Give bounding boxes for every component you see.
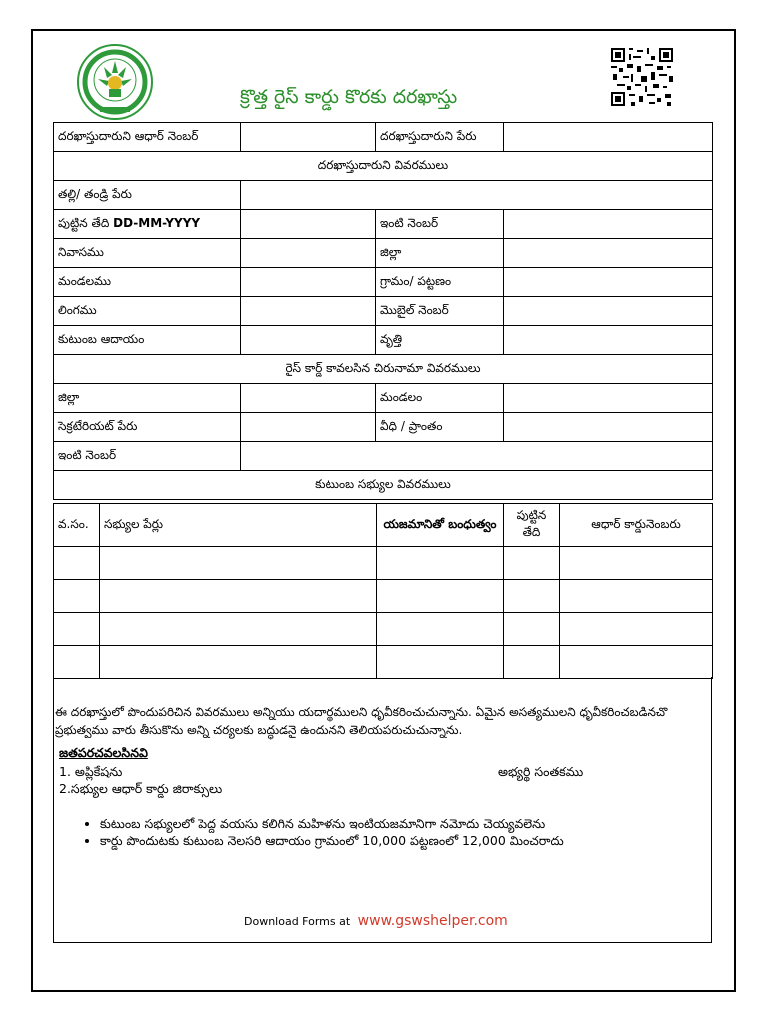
row-cell[interactable]: [100, 547, 377, 580]
enclosures-title: జతపరచవలసినవి: [59, 745, 148, 760]
row-cell[interactable]: [504, 547, 560, 580]
row-cell[interactable]: [54, 613, 100, 646]
col-member-name: సభ్యుల పేర్లు: [100, 504, 377, 547]
mandal-field[interactable]: [241, 268, 376, 297]
gender-field[interactable]: [241, 297, 376, 326]
residence-field[interactable]: [241, 239, 376, 268]
house-no-label: ఇంటి నెంబర్: [376, 210, 504, 239]
addr-district-field[interactable]: [241, 384, 376, 413]
table-row: [54, 580, 713, 613]
applicant-aadhaar-field[interactable]: [241, 123, 376, 152]
dob-format: DD-MM-YYYY: [113, 215, 201, 230]
table-row: [54, 646, 713, 679]
row-cell[interactable]: [100, 613, 377, 646]
row-cell[interactable]: [560, 580, 713, 613]
parent-name-field[interactable]: [241, 181, 713, 210]
table-row: [54, 613, 713, 646]
residence-label: నివాసము: [54, 239, 241, 268]
row-cell[interactable]: [377, 646, 504, 679]
row-cell[interactable]: [377, 613, 504, 646]
notes-list: [82, 815, 564, 849]
addr-house-field[interactable]: [241, 442, 713, 471]
gender-label: లింగము: [54, 297, 241, 326]
row-cell[interactable]: [54, 547, 100, 580]
village-label: గ్రామం/ పట్టణం: [376, 268, 504, 297]
addr-house-label: ఇంటి నెంబర్: [54, 442, 241, 471]
addr-mandal-field[interactable]: [504, 384, 713, 413]
row-cell[interactable]: [504, 613, 560, 646]
qr-code-icon: [611, 48, 673, 106]
row-cell[interactable]: [504, 646, 560, 679]
dob-label: పుట్టిన తేది DD-MM-YYYY: [54, 210, 241, 239]
district-field[interactable]: [504, 239, 713, 268]
table-row: [54, 547, 713, 580]
download-line: [244, 913, 508, 929]
row-cell[interactable]: [377, 547, 504, 580]
row-cell[interactable]: [504, 580, 560, 613]
addr-mandal-label: మండలం: [376, 384, 504, 413]
enclosure-item-2: 2.సభ్యుల ఆధార్ కార్డు జిరాక్సులు: [59, 781, 223, 796]
street-field[interactable]: [504, 413, 713, 442]
row-cell[interactable]: [560, 646, 713, 679]
row-cell[interactable]: [377, 580, 504, 613]
row-cell[interactable]: [560, 547, 713, 580]
note-item: • కుటుంబ సభ్యులలో పెద్ద వయసు కలిగిన మహిళను ఇంటియజమానిగా నమోదు చెయ్యవలెను: [100, 815, 564, 832]
enclosure-item-1: 1. అప్లికేషను: [59, 764, 123, 779]
form-title: క్రొత్త రైస్ కార్డు కొరకు దరఖాస్తు: [240, 86, 458, 108]
dob-field[interactable]: [241, 210, 376, 239]
declaration-text: ఈ దరఖాస్తులో పొందుపరిచిన వివరములు అన్నియు యదార్థములని ధృవీకరించుచున్నాను. ఏమైన అసత్యములని ధృవీకరించబడినచొ ప్రభుత్వము వారు తీసుకొను అన్ని చర్యలకు బద్ధుడనై ఉందునని తెలియపరుచుచున్నాను.: [55, 705, 668, 737]
row-cell[interactable]: [100, 646, 377, 679]
col-aadhaar: ఆధార్ కార్డునెంబరు: [560, 504, 713, 547]
row-cell[interactable]: [54, 580, 100, 613]
village-field[interactable]: [504, 268, 713, 297]
section-address-details: రైస్ కార్డ్ కావలసిన చిరునామా వివరములు: [54, 355, 713, 384]
occupation-label: వృత్తి: [376, 326, 504, 355]
secretariat-field[interactable]: [241, 413, 376, 442]
col-sno: వ.సం.: [54, 504, 100, 547]
street-label: వీధి / ప్రాంతం: [376, 413, 504, 442]
applicant-details-table: [53, 122, 713, 500]
income-label: కుటుంబ ఆదాయం: [54, 326, 241, 355]
applicant-name-label: దరఖాస్తుదారుని పేరు: [376, 123, 504, 152]
parent-name-label: తల్లి/ తండ్రి పేరు: [54, 181, 241, 210]
row-cell[interactable]: [560, 613, 713, 646]
col-dob: పుట్టిన తేది: [504, 504, 560, 547]
applicant-name-field[interactable]: [504, 123, 713, 152]
district-label: జిల్లా: [376, 239, 504, 268]
download-label: Download Forms at: [244, 915, 351, 928]
section-family-details: కుటుంబ సభ్యుల వివరములు: [54, 471, 713, 500]
ap-government-emblem-icon: [76, 43, 154, 121]
house-no-field[interactable]: [504, 210, 713, 239]
row-cell[interactable]: [100, 580, 377, 613]
applicant-signature-label: అభ్యర్థి సంతకము: [498, 764, 584, 779]
mandal-label: మండలము: [54, 268, 241, 297]
addr-district-label: జిల్లా: [54, 384, 241, 413]
occupation-field[interactable]: [504, 326, 713, 355]
income-field[interactable]: [241, 326, 376, 355]
applicant-aadhaar-label: దరఖాస్తుదారుని ఆధార్ నెంబర్: [54, 123, 241, 152]
col-relation: యజమానితో బంధుత్వం: [377, 504, 504, 547]
family-members-table: [53, 503, 713, 679]
secretariat-label: సెక్రటేరియట్ పేరు: [54, 413, 241, 442]
row-cell[interactable]: [54, 646, 100, 679]
mobile-label: మొబైల్ నెంబర్: [376, 297, 504, 326]
section-applicant-details: దరఖాస్తుదారుని వివరములు: [54, 152, 713, 181]
mobile-field[interactable]: [504, 297, 713, 326]
note-item: • కార్డు పొందుటకు కుటుంబ నెలసరి ఆదాయం గ్రామంలో 10,000 పట్టణంలో 12,000 మించరాదు: [100, 832, 564, 849]
download-url-link[interactable]: www.gswshelper.com: [357, 913, 508, 929]
